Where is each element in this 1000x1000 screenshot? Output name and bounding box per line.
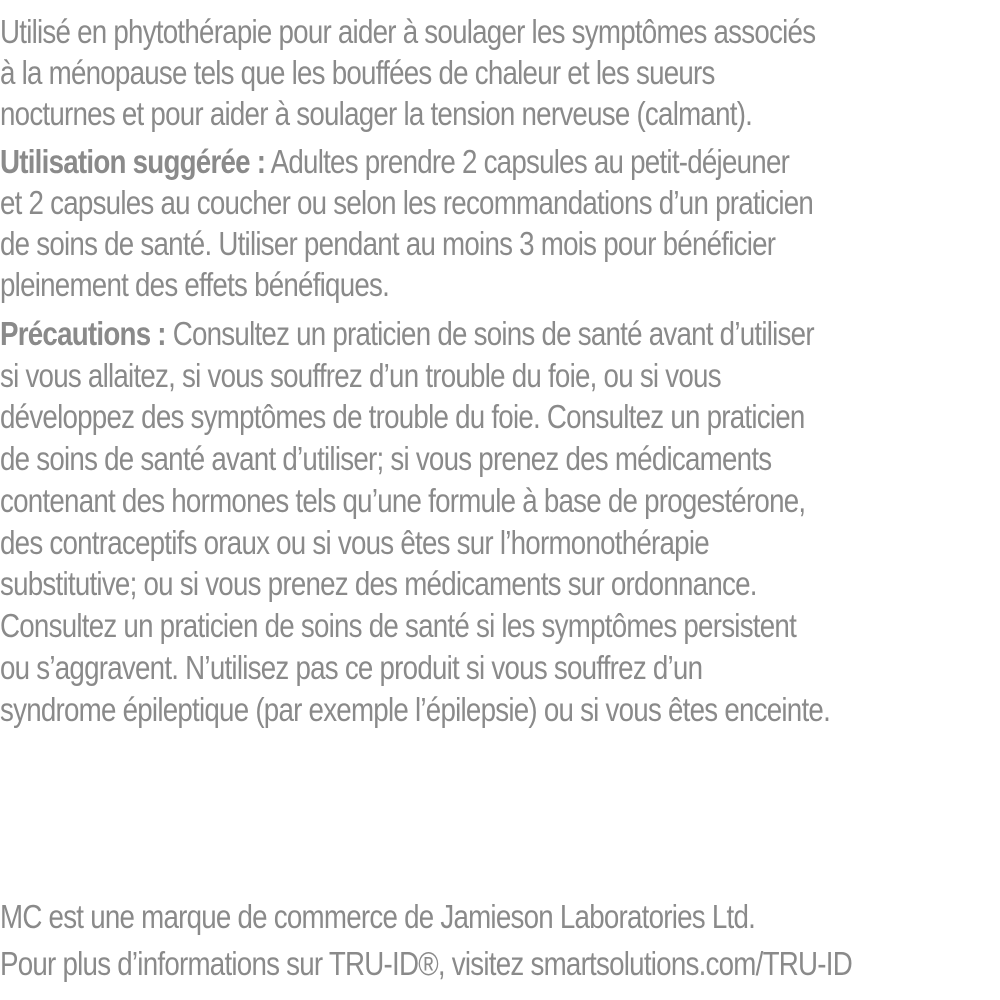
precautions-line: substitutive; ou si vous prenez des médicaments sur ordonnance. bbox=[0, 565, 757, 602]
indication-line: nocturnes et pour aider à soulager la tension nerveuse (calmant). bbox=[0, 95, 753, 132]
precautions-line: contenant des hormones tels qu’une formule à base de progestérone, bbox=[0, 482, 806, 519]
precautions-line bbox=[0, 313, 814, 355]
precautions-line: développez des symptômes de trouble du foie. Consultez un praticien bbox=[0, 398, 805, 435]
precautions-line: syndrome épileptique (par exemple l’épilepsie) ou si vous êtes enceinte. bbox=[0, 691, 831, 728]
usage-line: de soins de santé. Utiliser pendant au moins 3 mois pour bénéficier bbox=[0, 225, 776, 262]
usage-heading: Utilisation suggérée : bbox=[0, 143, 266, 180]
usage-line bbox=[0, 141, 789, 183]
tru-id-info: Pour plus d’informations sur TRU-ID®, visitez smartsolutions.com/TRU-ID bbox=[0, 945, 852, 982]
precautions-line: de soins de santé avant d’utiliser; si vous prenez des médicaments bbox=[0, 440, 772, 477]
trademark-note: MC est une marque de commerce de Jamieson Laboratories Ltd. bbox=[0, 898, 756, 935]
indication-line: Utilisé en phytothérapie pour aider à soulager les symptômes associés bbox=[0, 13, 816, 50]
usage-text: Adultes prendre 2 capsules au petit-déjeuner bbox=[265, 143, 790, 180]
precautions-text: Consultez un praticien de soins de santé avant d’utiliser bbox=[165, 315, 814, 352]
precautions-heading: Précautions : bbox=[0, 315, 166, 352]
usage-line: pleinement des effets bénéfiques. bbox=[0, 266, 390, 303]
precautions-line: des contraceptifs oraux ou si vous êtes sur l’hormonothérapie bbox=[0, 524, 709, 561]
usage-line: et 2 capsules au coucher ou selon les recommandations d’un praticien bbox=[0, 184, 814, 221]
indication-line: à la ménopause tels que les bouffées de chaleur et les sueurs bbox=[0, 54, 715, 91]
precautions-line: Consultez un praticien de soins de santé si les symptômes persistent bbox=[0, 607, 797, 644]
precautions-line: ou s’aggravent. N’utilisez pas ce produit si vous souffrez d’un bbox=[0, 649, 703, 686]
precautions-line: si vous allaitez, si vous souffrez d’un trouble du foie, ou si vous bbox=[0, 357, 721, 394]
